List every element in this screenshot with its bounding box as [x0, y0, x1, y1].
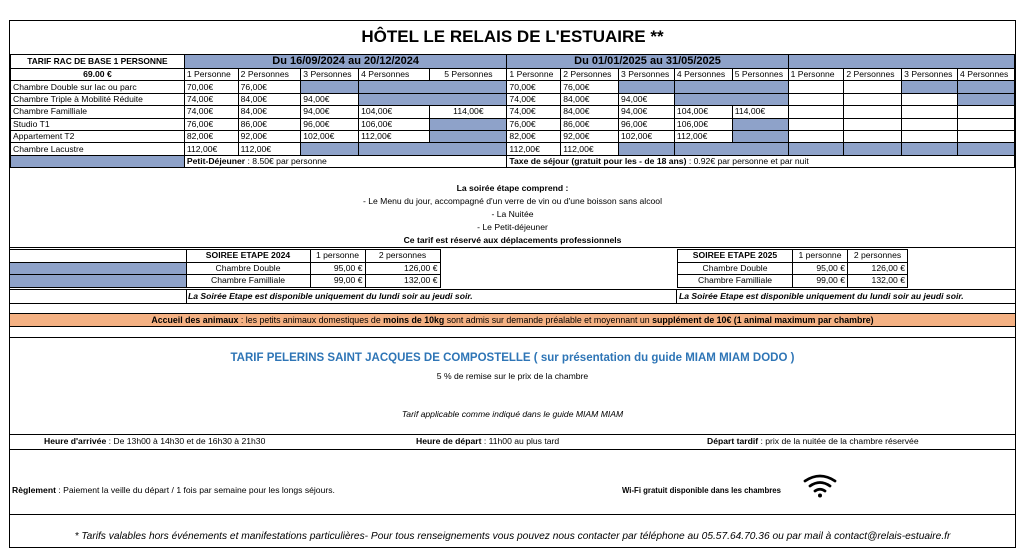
base-tariff-price: 69.00 €: [11, 69, 185, 81]
price-cell: 132,00 €: [848, 275, 908, 288]
price-cell: 74,00€: [507, 106, 561, 118]
col-header: 5 Personnes: [430, 69, 507, 81]
price-cell: [359, 143, 507, 155]
price-cell: 102,00€: [619, 130, 675, 142]
arrival-text: : De 13h00 à 14h30 et de 16h30 à 21h30: [106, 436, 266, 446]
soiree-item: - Le Menu du jour, accompagné d'un verre de vin ou d'une boisson sans alcool: [362, 196, 662, 206]
late-departure: [707, 436, 919, 446]
price-cell: [619, 81, 675, 93]
price-cell: 94,00€: [619, 106, 675, 118]
col-header: 4 Personnes: [359, 69, 430, 81]
col-header: 1 Personne: [788, 69, 844, 81]
table-row: [11, 93, 1015, 105]
period-3-header: [788, 55, 1014, 69]
payment-label: Règlement: [12, 485, 56, 495]
table-row: [678, 275, 908, 288]
divider: [10, 303, 1015, 304]
breakfast-info: [184, 155, 507, 167]
soiree-note: Ce tarif est réservé aux déplacements professionnels: [403, 235, 622, 245]
col-header: 1 personne: [310, 250, 365, 263]
col-header: 2 Personnes: [844, 69, 902, 81]
divider: [10, 337, 1015, 338]
price-cell: 70,00€: [184, 81, 238, 93]
breakfast-spacer: [11, 155, 185, 167]
soiree-item: - La Nuitée: [491, 209, 534, 219]
price-cell: [674, 93, 788, 105]
price-cell: 96,00€: [301, 118, 359, 130]
table-row: [11, 81, 1015, 93]
price-cell: 70,00€: [507, 81, 561, 93]
animals-banner: [10, 313, 1015, 327]
period-1-header: Du 16/09/2024 au 20/12/2024: [184, 55, 507, 69]
soiree-availability: La Soirée Etape est disponible uniquement du lundi soir au jeudi soir.: [679, 291, 964, 301]
price-cell: 112,00€: [184, 143, 238, 155]
col-header: 3 Personnes: [301, 69, 359, 81]
soiree-table-2024: [10, 249, 441, 288]
divider: [186, 289, 187, 303]
departure-time: [416, 436, 559, 446]
col-header: 2 personnes: [365, 250, 440, 263]
price-cell: 92,00€: [238, 130, 301, 142]
soiree-title: La soirée étape comprend :: [456, 183, 569, 193]
price-cell: 112,00€: [561, 143, 619, 155]
price-cell: 104,00€: [674, 106, 732, 118]
soiree-item: - Le Petit-déjeuner: [477, 222, 548, 232]
price-cell: [674, 81, 788, 93]
animals-weight: moins de 10kg: [383, 315, 445, 325]
price-cell: 112,00€: [674, 130, 732, 142]
price-cell: 95,00 €: [310, 262, 365, 275]
price-cell: 94,00€: [619, 93, 675, 105]
arrival-label: Heure d'arrivée: [44, 436, 107, 446]
tax-label: Taxe de séjour (gratuit pour les - de 18 ans): [509, 155, 687, 166]
tax-info: [507, 155, 1015, 167]
departure-label: Heure de départ: [416, 436, 482, 446]
price-cell: 84,00€: [561, 93, 619, 105]
col-header: 4 Personnes: [958, 69, 1015, 81]
price-cell: [359, 93, 507, 105]
room-name: Chambre Familliale: [11, 106, 185, 118]
col-header: 2 Personnes: [561, 69, 619, 81]
soiree-table-2025: [677, 249, 908, 288]
room-name: Chambre Triple à Mobilité Réduite: [11, 93, 185, 105]
price-cell: 84,00€: [561, 106, 619, 118]
price-cell: 106,00€: [674, 118, 732, 130]
price-cell: 112,00€: [359, 130, 430, 142]
price-cell: 114,00€: [732, 106, 788, 118]
price-cell: 99,00 €: [793, 275, 848, 288]
price-cell: [732, 118, 788, 130]
price-cell: 96,00€: [619, 118, 675, 130]
divider: [676, 289, 677, 303]
price-cell: 94,00€: [301, 106, 359, 118]
room-name: Studio T1: [11, 118, 185, 130]
price-cell: 82,00€: [507, 130, 561, 142]
price-cell: 114,00€: [430, 106, 507, 118]
price-cell: 86,00€: [238, 118, 301, 130]
col-header: 3 Personnes: [902, 69, 958, 81]
wifi-text: Wi-Fi gratuit disponible dans les chambres: [622, 486, 781, 495]
room-name: Appartement T2: [11, 130, 185, 142]
price-cell: 84,00€: [238, 106, 301, 118]
base-tariff-label: TARIF RAC DE BASE 1 PERSONNE: [11, 55, 185, 69]
divider: [10, 434, 1015, 435]
col-header: 5 Personnes: [732, 69, 788, 81]
price-cell: [732, 130, 788, 142]
price-cell: 74,00€: [184, 106, 238, 118]
price-cell: 74,00€: [507, 93, 561, 105]
price-cell: 99,00 €: [310, 275, 365, 288]
tariff-sheet: [9, 20, 1016, 548]
price-cell: 92,00€: [561, 130, 619, 142]
divider: [10, 289, 1015, 290]
table-row: [10, 275, 440, 288]
table-row: [11, 143, 1015, 155]
price-cell: 102,00€: [301, 130, 359, 142]
price-cell: 76,00€: [561, 81, 619, 93]
price-cell: 112,00€: [238, 143, 301, 155]
price-cell: 76,00€: [238, 81, 301, 93]
price-cell: 104,00€: [359, 106, 430, 118]
price-cell: [430, 118, 507, 130]
animals-text: sont admis sur demande préalable et moyennant un: [444, 315, 653, 325]
col-header: 3 Personnes: [619, 69, 675, 81]
divider: [10, 449, 1015, 450]
price-cell: [674, 143, 788, 155]
payment-text: : Paiement la veille du départ / 1 fois par semaine pour les longs séjours.: [55, 485, 335, 495]
price-cell: 95,00 €: [793, 262, 848, 275]
table-row: [10, 262, 440, 275]
late-text: : prix de la nuitée de la chambre réservée: [758, 436, 919, 446]
price-cell: 82,00€: [184, 130, 238, 142]
soiree-2024-title: SOIREE ETAPE 2024: [186, 250, 310, 263]
period-2-header: Du 01/01/2025 au 31/05/2025: [507, 55, 788, 69]
price-cell: 76,00€: [184, 118, 238, 130]
table-row: [678, 262, 908, 275]
price-cell: 106,00€: [359, 118, 430, 130]
pilgrims-title: TARIF PELERINS SAINT JACQUES DE COMPOSTELLE ( sur présentation du guide MIAM MIAM DODO ): [230, 352, 795, 364]
room-name: Chambre Lacustre: [11, 143, 185, 155]
table-row: [11, 130, 1015, 142]
hotel-title: HÔTEL LE RELAIS DE L'ESTUAIRE **: [361, 27, 664, 46]
price-cell: [301, 81, 359, 93]
pilgrims-note: Tarif applicable comme indiqué dans le guide MIAM MIAM: [401, 409, 624, 419]
footer-note: * Tarifs valables hors événements et manifestations particulières- Pour tous renseignements vous pouvez nous contacter par téléphone au 05.57.64.70.36 ou par mail à contact@relais-estuaire.fr: [74, 531, 951, 542]
divider: [10, 247, 1015, 248]
room-name: Chambre Double: [186, 262, 310, 275]
soiree-2025-title: SOIREE ETAPE 2025: [678, 250, 793, 263]
price-cell: 132,00 €: [365, 275, 440, 288]
price-cell: [619, 143, 675, 155]
breakfast-text: : 8.50€ par personne: [245, 155, 327, 166]
price-cell: 112,00€: [507, 143, 561, 155]
col-header: 4 Personnes: [674, 69, 732, 81]
departure-text: : 11h00 au plus tard: [481, 436, 560, 446]
col-header: 2 personnes: [848, 250, 908, 263]
breakfast-label: Petit-Déjeuner: [186, 155, 246, 166]
late-label: Départ tardif: [707, 436, 759, 446]
animals-text: : les petits animaux domestiques de: [238, 315, 384, 325]
table-row: [11, 106, 1015, 118]
arrival-time: [44, 436, 265, 446]
price-cell: 74,00€: [184, 93, 238, 105]
wifi-icon: [803, 473, 837, 504]
pilgrims-discount: 5 % de remise sur le prix de la chambre: [436, 371, 589, 381]
price-cell: 94,00€: [301, 93, 359, 105]
table-row: [11, 118, 1015, 130]
payment-info: [12, 485, 335, 495]
divider: [10, 514, 1015, 515]
price-cell: 76,00€: [507, 118, 561, 130]
col-header: 1 personne: [793, 250, 848, 263]
rates-table: [10, 54, 1015, 168]
price-cell: [359, 81, 507, 93]
animals-label: Accueil des animaux: [151, 315, 239, 325]
col-header: 1 Personne: [184, 69, 238, 81]
room-name: Chambre Familliale: [186, 275, 310, 288]
soiree-availability: La Soirée Etape est disponible uniquement du lundi soir au jeudi soir.: [188, 291, 473, 301]
col-header: 2 Personnes: [238, 69, 301, 81]
col-header: 1 Personne: [507, 69, 561, 81]
price-cell: 86,00€: [561, 118, 619, 130]
price-cell: 126,00 €: [365, 262, 440, 275]
price-cell: [430, 130, 507, 142]
room-name: Chambre Double sur lac ou parc: [11, 81, 185, 93]
price-cell: 84,00€: [238, 93, 301, 105]
room-name: Chambre Double: [678, 262, 793, 275]
tax-text: : 0.92€ par personne et par nuit: [686, 155, 809, 166]
room-name: Chambre Familliale: [678, 275, 793, 288]
price-cell: 126,00 €: [848, 262, 908, 275]
price-cell: [301, 143, 359, 155]
animals-supplement: supplément de 10€ (1 animal maximum par chambre): [652, 315, 874, 325]
